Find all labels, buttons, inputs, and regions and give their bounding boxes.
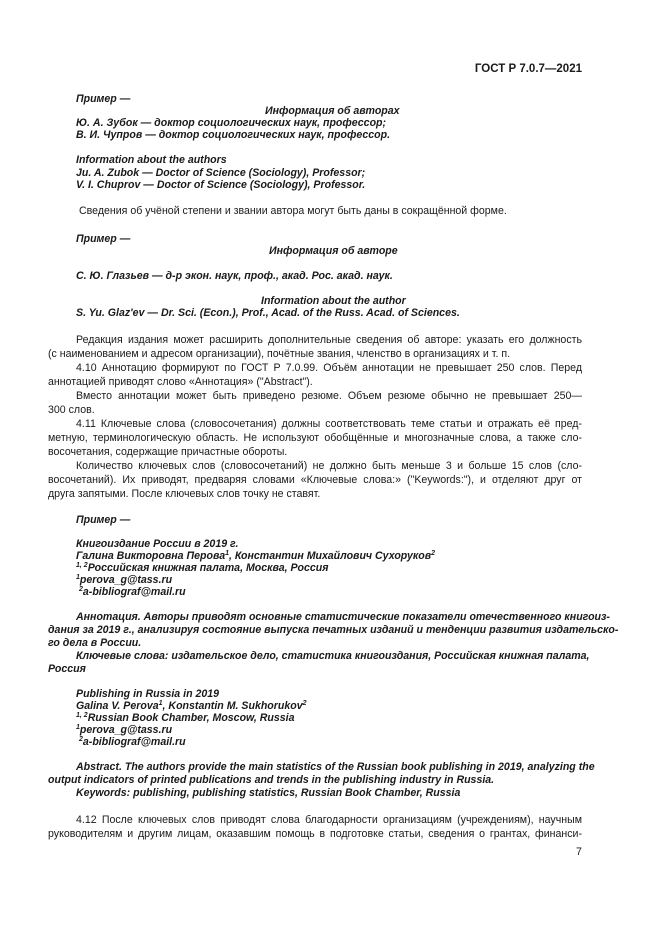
para-editorial-line-1: Редакция издания может расширить дополнительные сведения об авторе: указать его должность — [76, 334, 582, 346]
example-1-en-author-1: Ju. A. Zubok — Doctor of Science (Sociology), Professor; — [76, 167, 366, 179]
ru-email-2 — [79, 585, 186, 599]
en-email-1-sup: 1 — [76, 724, 80, 731]
example-2-en-title: Information about the author — [261, 295, 406, 307]
para-4-10-line-2: аннотацией приводят слово «Аннотация» ("Abstract"). — [48, 376, 313, 388]
ru-author-2-sup: 2 — [431, 550, 436, 557]
ru-email-1-text: perova_g@tass.ru — [79, 574, 173, 586]
en-affiliation-text: Russian Book Chamber, Moscow, Russia — [87, 712, 295, 724]
ru-keywords-line-2: Россия — [48, 663, 86, 675]
para-4-10-line-1: 4.10 Аннотацию формируют по ГОСТ Р 7.0.99. Объём аннотации не превышает 250 слов. Перед — [76, 362, 582, 374]
para-editorial-line-2: (с наименованием и адресом организации), почётные звания, членство в организациях и т. п. — [48, 348, 511, 360]
en-email-2-sup: 2 — [79, 736, 83, 743]
ru-abstract-line-2: дания за 2019 г., анализируя состояние выпуска печатных изданий и тенденции развития издательско- — [48, 624, 619, 636]
ru-affiliation-sup: 1, 2 — [76, 562, 88, 569]
para-keywords-count-line-3: друга запятыми. После ключевых слов точку не ставят. — [48, 488, 321, 500]
para-4-11-line-1: 4.11 Ключевые слова (словосочетания) должны соответствовать теме статьи и отражать её пред- — [76, 418, 582, 430]
example-1-en-author-2: V. I. Chuprov — Doctor of Science (Sociology), Professor. — [76, 179, 366, 191]
para-resume-line-2: 300 слов. — [48, 404, 95, 416]
en-email-1-text: perova_g@tass.ru — [79, 724, 173, 736]
ru-author-1: Галина Викторовна Перова — [76, 550, 226, 562]
ru-email-2-sup: 2 — [79, 586, 83, 593]
ru-article-title: Книгоиздание России в 2019 г. — [76, 538, 239, 550]
example-1-title: Информация об авторах — [265, 105, 400, 117]
en-author-1: Galina V. Perova — [76, 700, 159, 712]
example-1-en-title: Information about the authors — [76, 154, 227, 166]
page-number: 7 — [576, 846, 582, 858]
example-2-ru-author: С. Ю. Глазьев — д-р экон. наук, проф., акад. Рос. акад. наук. — [76, 270, 393, 282]
en-affiliation-sup: 1, 2 — [76, 712, 88, 719]
en-article-title: Publishing in Russia in 2019 — [76, 688, 220, 700]
en-author-2-sup: 2 — [302, 700, 307, 707]
en-email-2 — [79, 735, 186, 749]
en-keywords: Keywords: publishing, publishing statistics, Russian Book Chamber, Russia — [76, 787, 461, 799]
example-1-label: Пример — — [76, 93, 131, 105]
ru-email-2-text: a-bibliograf@mail.ru — [82, 586, 186, 598]
para-keywords-count-line-2: восочетаний). Их приводят, предваряя словами «Ключевые слова:» ("Keywords:"), и отделяют друг от — [48, 474, 582, 486]
ru-email-1-sup: 1 — [76, 574, 80, 581]
ru-abstract-line-3: го дела в России. — [48, 637, 142, 649]
para-4-11-line-2: метную, терминологическую область. Не используют обобщённые и многозначные слова, а также сло- — [48, 432, 582, 444]
para-4-11-line-3: восочетания, содержащие причастные обороты. — [48, 446, 288, 458]
ru-author-1-sup: 1 — [225, 550, 230, 557]
para-4-12-line-1: 4.12 После ключевых слов приводят слова благодарности организациям (учреждениям), научным — [76, 814, 582, 826]
example-1-ru-author-2: В. И. Чупров — доктор социологических наук, профессор. — [76, 129, 391, 141]
en-author-1-sup: 1 — [158, 700, 163, 707]
ru-keywords-line-1: Ключевые слова: издательское дело, статистика книгоиздания, Российская книжная палата, — [76, 650, 590, 662]
en-email-2-text: a-bibliograf@mail.ru — [82, 736, 186, 748]
ru-author-2: , Константин Михайлович Сухоруков — [229, 550, 432, 562]
example-2-title: Информация об авторе — [269, 245, 398, 257]
en-abstract-line-1: Abstract. The authors provide the main statistics of the Russian book publishing in 2019, analyzing the — [76, 761, 595, 773]
para-keywords-count-line-1: Количество ключевых слов (словосочетаний) не должно быть меньше 3 и больше 15 слов (сло- — [76, 460, 582, 472]
standard-designation: ГОСТ Р 7.0.7—2021 — [474, 63, 582, 75]
en-author-2: , Konstantin M. Sukhorukov — [162, 700, 303, 712]
example-1-ru-author-1: Ю. А. Зубок — доктор социологических наук, профессор; — [76, 117, 387, 129]
degree-note: Сведения об учёной степени и звании автора могут быть даны в сокращённой форме. — [79, 205, 507, 217]
ru-affiliation-text: Российская книжная палата, Москва, Россия — [87, 562, 329, 574]
en-abstract-line-2: output indicators of printed publications and trends in the publishing industry in Russia. — [48, 774, 495, 786]
example-3-label: Пример — — [76, 514, 131, 526]
para-resume-line-1: Вместо аннотации может быть приведено резюме. Объем резюме обычно не превышает 250— — [76, 390, 582, 402]
example-2-en-author: S. Yu. Glaz'ev — Dr. Sci. (Econ.), Prof., Acad. of the Russ. Acad. of Sciences. — [76, 307, 460, 319]
para-4-12-line-2: руководителям и другим лицам, оказавшим помощь в подготовке статьи, сведения о грантах, финанси- — [48, 828, 582, 840]
example-2-label: Пример — — [76, 233, 131, 245]
ru-abstract-line-1: Аннотация. Авторы приводят основные статистические показатели отечественного книгоиз- — [76, 611, 610, 623]
